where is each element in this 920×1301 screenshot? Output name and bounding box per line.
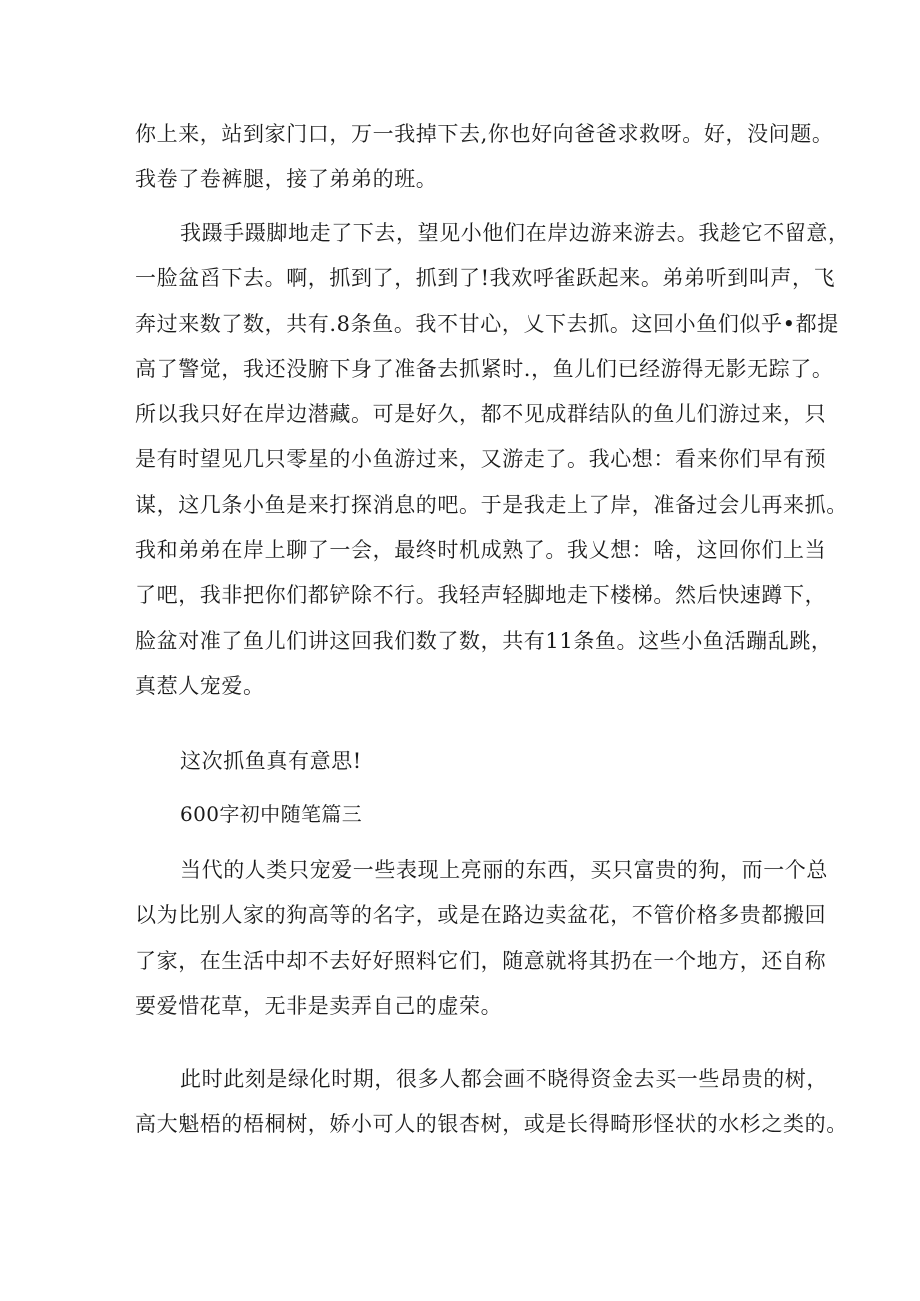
paragraph-line: 当代的人类只宠爱一些表现上亮丽的东西，买只富贵的狗，而一个总 bbox=[180, 858, 828, 882]
paragraph-line: 谋，这几条小鱼是来打探消息的吧。于是我走上了岸，准备过会儿再来抓。 bbox=[135, 492, 848, 517]
paragraph-2 bbox=[135, 211, 850, 709]
paragraph-line: 此时此刻是绿化时期，很多人都会画不晓得资金去买一些昂贵的树， bbox=[180, 1067, 828, 1091]
paragraph-line: 我和弟弟在岸上聊了一会，最终时机成熟了。我乂想：啥，这回你们上当 bbox=[135, 538, 827, 563]
paragraph-line: 是有时望见几只零星的小鱼游过来，又游走了。我心想：看来你们早有预 bbox=[135, 447, 827, 472]
paragraph-line: 高了警觉，我还没腑下身了准备去抓紧时.，鱼儿们已经游得无影无踪了。 bbox=[135, 356, 834, 381]
paragraph-1 bbox=[135, 112, 834, 203]
paragraph-4 bbox=[135, 848, 828, 1029]
paragraph-line: 以为比别人家的狗高等的名字，或是在路边卖盆花，不管价格多贵都搬回 bbox=[135, 903, 827, 928]
paragraph-3 bbox=[135, 739, 805, 784]
paragraph-line: 我蹑手蹑脚地走了下去，望见小他们在岸边游来游去。我趁它不留意， bbox=[180, 221, 850, 245]
section-heading: 600字初中随笔篇三 bbox=[180, 802, 363, 826]
paragraph-line: 奔过来数了数，共有.8条鱼。我不甘心，乂下去抓。这回小鱼们似乎•都提 bbox=[135, 311, 839, 336]
paragraph-line: 了吧，我非把你们都铲除不行。我轻声轻脚地走下楼梯。然后快速蹲下， bbox=[135, 583, 827, 608]
paragraph-line: 脸盆对准了鱼儿们讲这回我们数了数，共有11条鱼。这些小鱼活蹦乱跳， bbox=[135, 628, 833, 653]
paragraph-5 bbox=[135, 1057, 848, 1148]
paragraph-line: 所以我只好在岸边潜藏。可是好久，都不见成群结队的鱼儿们游过来，只 bbox=[135, 402, 827, 427]
paragraph-line: 要爱惜花草，无非是卖弄自己的虚荣。 bbox=[135, 993, 503, 1018]
paragraph-line: 高大魁梧的梧桐树，娇小可人的银杏树，或是长得畸形怪状的水杉之类的。 bbox=[135, 1112, 848, 1137]
paragraph-line: 了家，在生活中却不去好好照料它们，随意就将其扔在一个地方，还自称 bbox=[135, 948, 827, 973]
paragraph-line: 这次抓鱼真有意思! bbox=[180, 749, 362, 773]
paragraph-line: 一脸盆舀下去。啊，抓到了，抓到了!我欢呼雀跃起来。弟弟听到叫声，飞 bbox=[135, 266, 836, 291]
paragraph-line: 我卷了卷裤腿，接了弟弟的班。 bbox=[135, 167, 438, 192]
paragraph-line: 真惹人宠爱。 bbox=[135, 673, 265, 698]
paragraph-line: 你上来，站到家门口，万一我掉下去,你也好向爸爸求救呀。好，没问题。 bbox=[135, 122, 834, 146]
